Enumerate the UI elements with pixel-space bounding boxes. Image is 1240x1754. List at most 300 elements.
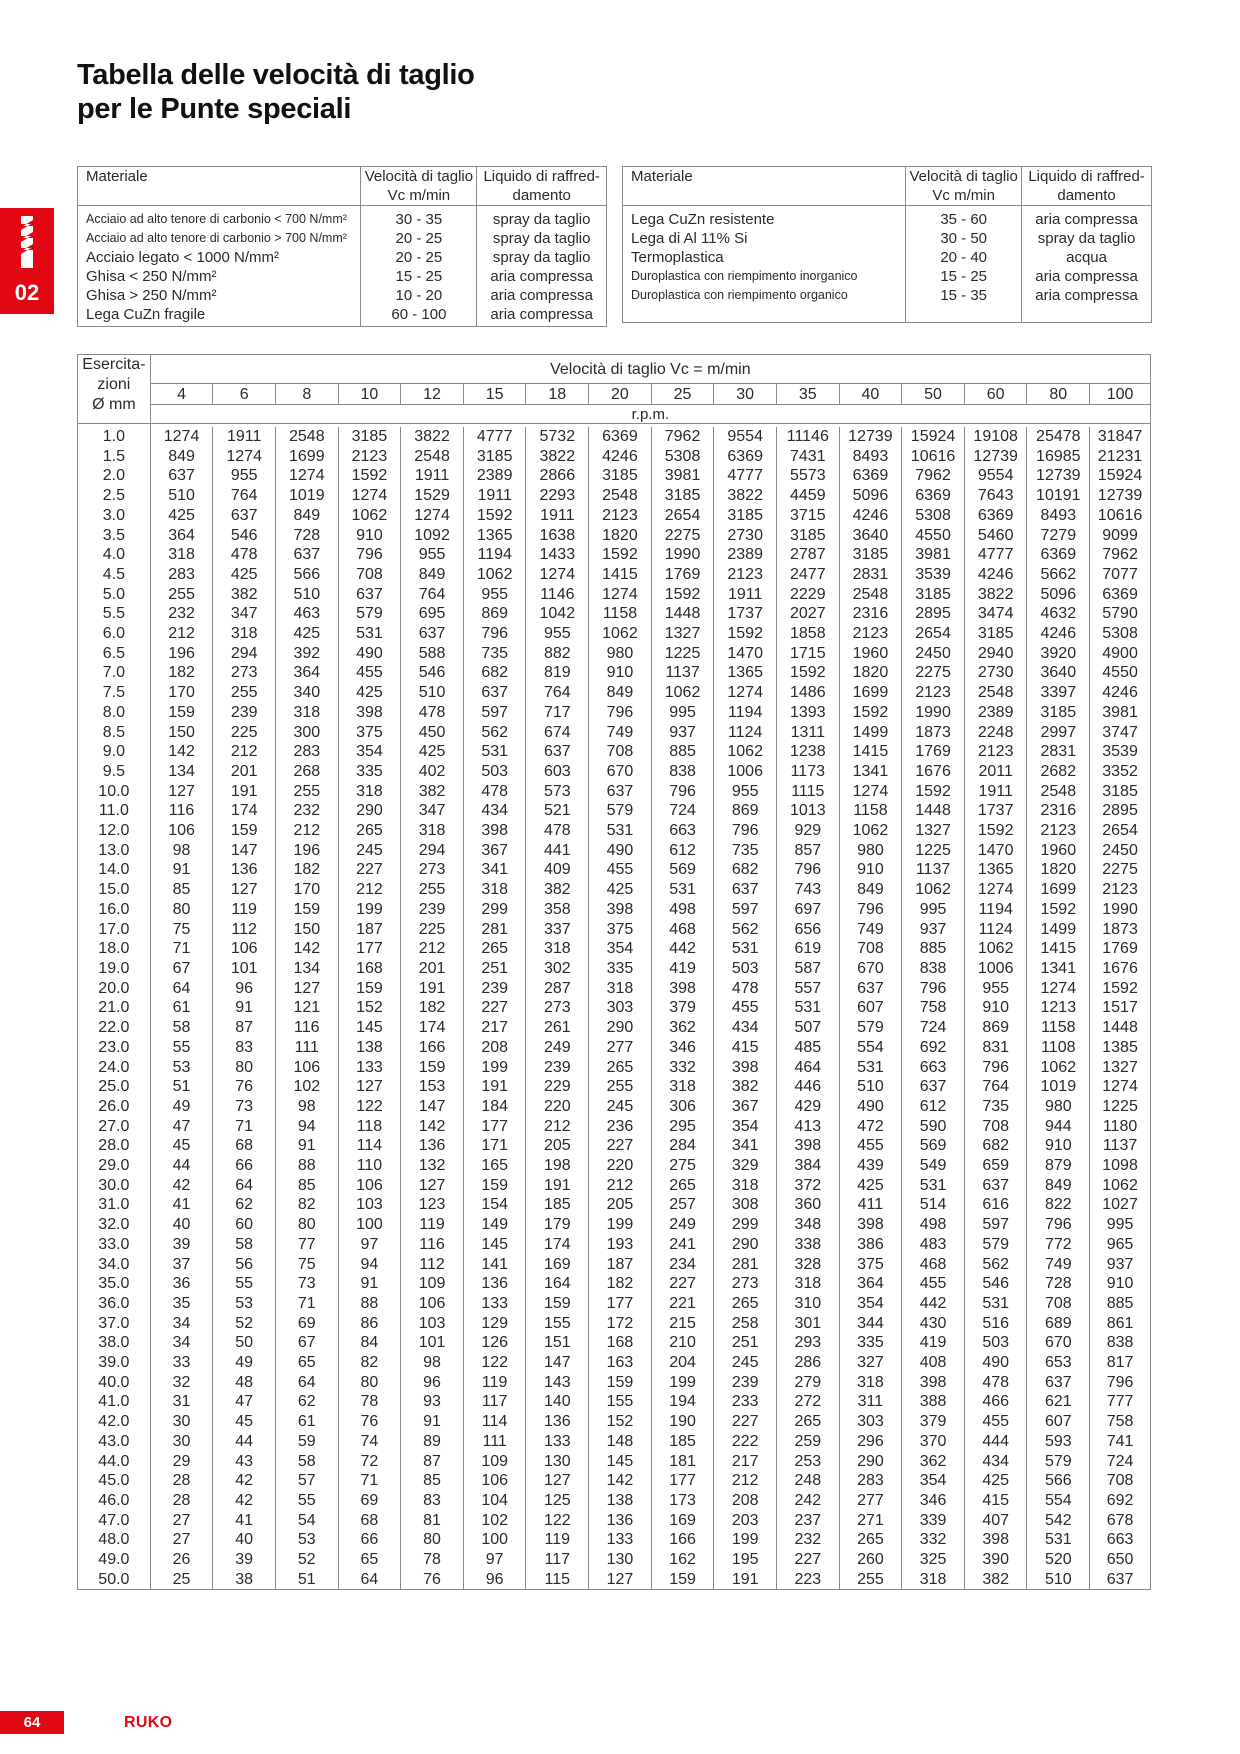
rpm-cell: 133 xyxy=(463,1294,526,1314)
rpm-cell: 1062 xyxy=(338,506,401,526)
rpm-cell: 3640 xyxy=(839,526,902,546)
rpm-cell: 325 xyxy=(902,1550,965,1570)
rpm-cell: 955 xyxy=(714,782,777,802)
rpm-cell: 724 xyxy=(902,1018,965,1038)
diameter-cell: 7.0 xyxy=(78,663,151,683)
rpm-cell: 2275 xyxy=(902,663,965,683)
rpm-cell: 253 xyxy=(776,1452,839,1472)
rpm-cell: 485 xyxy=(776,1038,839,1058)
rpm-cell: 273 xyxy=(526,998,589,1018)
rpm-cell: 728 xyxy=(275,526,338,546)
rpm-cell: 143 xyxy=(526,1373,589,1393)
rpm-cell: 2831 xyxy=(839,565,902,585)
rpm-cell: 637 xyxy=(463,683,526,703)
rpm-cell: 57 xyxy=(275,1471,338,1491)
rpm-cell: 91 xyxy=(338,1274,401,1294)
rpm-cell: 134 xyxy=(150,762,213,782)
rpm-cell: 335 xyxy=(338,762,401,782)
rpm-cell: 370 xyxy=(902,1432,965,1452)
rpm-cell: 301 xyxy=(776,1314,839,1334)
speed-column-header: 18 xyxy=(526,384,589,405)
rpm-cell: 327 xyxy=(839,1353,902,1373)
rpm-cell: 318 xyxy=(776,1274,839,1294)
rpm-cell: 425 xyxy=(213,565,276,585)
diameter-cell: 5.0 xyxy=(78,585,151,605)
rpm-cell: 232 xyxy=(776,1530,839,1550)
table-row xyxy=(78,860,1151,880)
rpm-cell: 849 xyxy=(839,880,902,900)
table-row xyxy=(78,1530,1151,1550)
rpm-cell: 173 xyxy=(651,1491,714,1511)
rpm-cell: 119 xyxy=(463,1373,526,1393)
coolant-header-line-2: damento xyxy=(512,187,571,204)
speed-column-header: 35 xyxy=(776,384,839,405)
table-row xyxy=(78,1235,1151,1255)
rpm-cell: 450 xyxy=(401,723,464,743)
rpm-cell: 58 xyxy=(275,1452,338,1472)
rpm-cell: 1715 xyxy=(776,644,839,664)
rpm-cell: 728 xyxy=(1027,1274,1090,1294)
rpm-cell: 566 xyxy=(1027,1471,1090,1491)
rpm-cell: 203 xyxy=(714,1511,777,1531)
rpm-cell: 91 xyxy=(213,998,276,1018)
rpm-cell: 708 xyxy=(589,742,652,762)
rpm-cell: 265 xyxy=(651,1176,714,1196)
rpm-cell: 442 xyxy=(651,939,714,959)
rpm-cell: 91 xyxy=(150,860,213,880)
rpm-cell: 82 xyxy=(338,1353,401,1373)
rpm-cell: 61 xyxy=(275,1412,338,1432)
rpm-cell: 162 xyxy=(651,1550,714,1570)
rpm-cell: 885 xyxy=(902,939,965,959)
rpm-cell: 69 xyxy=(275,1314,338,1334)
rpm-cell: 195 xyxy=(714,1550,777,1570)
rpm-cell: 796 xyxy=(902,979,965,999)
table-row xyxy=(78,1274,1151,1294)
rpm-cell: 12739 xyxy=(964,447,1027,467)
rpm-cell: 193 xyxy=(589,1235,652,1255)
rpm-cell: 36 xyxy=(150,1274,213,1294)
rpm-cell: 1274 xyxy=(589,585,652,605)
rpm-cell: 749 xyxy=(589,723,652,743)
rpm-cell: 472 xyxy=(839,1117,902,1137)
rpm-cell: 194 xyxy=(651,1392,714,1412)
rpm-cell: 34 xyxy=(150,1314,213,1334)
rpm-cell: 74 xyxy=(338,1432,401,1452)
rpm-cell: 43 xyxy=(213,1452,276,1472)
rpm-cell: 283 xyxy=(275,742,338,762)
rpm-cell: 201 xyxy=(213,762,276,782)
rpm-cell: 119 xyxy=(401,1215,464,1235)
rpm-cell: 1592 xyxy=(714,624,777,644)
rpm-cell: 86 xyxy=(338,1314,401,1334)
page-title-line-1: Tabella delle velocità di taglio xyxy=(77,59,475,91)
table-row xyxy=(78,526,1151,546)
table-row xyxy=(78,506,1151,526)
rpm-cell: 8493 xyxy=(839,447,902,467)
rpm-cell: 123 xyxy=(401,1195,464,1215)
rpm-cell: 150 xyxy=(150,723,213,743)
rpm-cell: 62 xyxy=(213,1195,276,1215)
table-row xyxy=(78,723,1151,743)
rpm-cell: 190 xyxy=(651,1412,714,1432)
rpm-cell: 116 xyxy=(401,1235,464,1255)
rpm-cell: 78 xyxy=(338,1392,401,1412)
rpm-cell: 232 xyxy=(150,604,213,624)
rpm-cell: 372 xyxy=(776,1176,839,1196)
rpm-cell: 332 xyxy=(902,1530,965,1550)
rpm-cell: 265 xyxy=(589,1058,652,1078)
rpm-cell: 77 xyxy=(275,1235,338,1255)
rpm-cell: 1385 xyxy=(1090,1038,1151,1058)
rpm-cell: 849 xyxy=(1027,1176,1090,1196)
rpm-cell: 478 xyxy=(714,979,777,999)
rpm-cell: 138 xyxy=(589,1491,652,1511)
rpm-cell: 50 xyxy=(213,1333,276,1353)
rpm-cell: 531 xyxy=(338,624,401,644)
rpm-cell: 10616 xyxy=(902,447,965,467)
rpm-cell: 478 xyxy=(463,782,526,802)
rpm-cell: 25 xyxy=(150,1570,213,1590)
rpm-cell: 3539 xyxy=(1090,742,1151,762)
rpm-cell: 171 xyxy=(463,1136,526,1156)
rpm-cell: 796 xyxy=(1090,1373,1151,1393)
rpm-cell: 318 xyxy=(463,880,526,900)
rpm-cell: 838 xyxy=(902,959,965,979)
rpm-cell: 152 xyxy=(338,998,401,1018)
rpm-cell: 169 xyxy=(651,1511,714,1531)
rpm-cell: 398 xyxy=(964,1530,1027,1550)
rpm-cell: 15924 xyxy=(902,427,965,447)
rpm-cell: 398 xyxy=(839,1215,902,1235)
rpm-cell: 87 xyxy=(401,1452,464,1472)
speed-header-line-1: Velocità di taglio xyxy=(364,168,474,185)
rpm-cell: 80 xyxy=(213,1058,276,1078)
rpm-cell: 130 xyxy=(589,1550,652,1570)
rpm-cell: 3185 xyxy=(839,545,902,565)
rpm-cell: 132 xyxy=(401,1156,464,1176)
rpm-cell: 4246 xyxy=(589,447,652,467)
rpm-cell: 10616 xyxy=(1090,506,1151,526)
cutting-speed-range: 60 - 100 xyxy=(391,306,447,323)
rpm-cell: 283 xyxy=(839,1471,902,1491)
rpm-cell: 3185 xyxy=(1090,782,1151,802)
rpm-cell: 1911 xyxy=(213,427,276,447)
rpm-cell: 1486 xyxy=(776,683,839,703)
table-row xyxy=(78,821,1151,841)
speed-column-header: 30 xyxy=(714,384,777,405)
rpm-cell: 273 xyxy=(401,860,464,880)
diameter-cell: 5.5 xyxy=(78,604,151,624)
rpm-cell: 637 xyxy=(526,742,589,762)
table-row xyxy=(78,1412,1151,1432)
table-row xyxy=(78,979,1151,999)
rpm-cell: 682 xyxy=(964,1136,1027,1156)
rpm-cell: 1699 xyxy=(839,683,902,703)
rpm-cell: 849 xyxy=(401,565,464,585)
diameter-cell: 45.0 xyxy=(78,1471,151,1491)
rpm-cell: 796 xyxy=(338,545,401,565)
rpm-cell: 1274 xyxy=(338,486,401,506)
rpm-cell: 910 xyxy=(589,663,652,683)
rpm-cell: 3822 xyxy=(714,486,777,506)
rpm-cell: 510 xyxy=(150,486,213,506)
rpm-cell: 220 xyxy=(526,1097,589,1117)
rpm-cell: 19108 xyxy=(964,427,1027,447)
rpm-cell: 944 xyxy=(1027,1117,1090,1137)
rpm-cell: 134 xyxy=(275,959,338,979)
rpm-cell: 455 xyxy=(964,1412,1027,1432)
rpm-cell: 182 xyxy=(150,663,213,683)
rpm-cell: 199 xyxy=(463,1058,526,1078)
rpm-cell: 4632 xyxy=(1027,604,1090,624)
rpm-cell: 3397 xyxy=(1027,683,1090,703)
rpm-cell: 208 xyxy=(463,1038,526,1058)
rpm-cell: 2123 xyxy=(1090,880,1151,900)
rpm-cell: 1158 xyxy=(1027,1018,1090,1038)
rpm-cell: 1173 xyxy=(776,762,839,782)
rpm-cell: 42 xyxy=(150,1176,213,1196)
diameter-cell: 8.0 xyxy=(78,703,151,723)
rpm-cell: 303 xyxy=(589,998,652,1018)
rpm-cell: 758 xyxy=(1090,1412,1151,1432)
rpm-cell: 347 xyxy=(213,604,276,624)
rpm-cell: 882 xyxy=(526,644,589,664)
rpm-cell: 3640 xyxy=(1027,663,1090,683)
rpm-cell: 3920 xyxy=(1027,644,1090,664)
rpm-cell: 155 xyxy=(589,1392,652,1412)
rpm-cell: 281 xyxy=(714,1255,777,1275)
rpm-cell: 201 xyxy=(401,959,464,979)
rpm-cell: 1327 xyxy=(902,821,965,841)
rpm-cell: 562 xyxy=(714,920,777,940)
diameter-cell: 23.0 xyxy=(78,1038,151,1058)
rpm-cell: 184 xyxy=(463,1097,526,1117)
rpm-cell: 136 xyxy=(589,1511,652,1531)
rpm-cell: 1415 xyxy=(1027,939,1090,959)
rpm-cell: 328 xyxy=(776,1255,839,1275)
rpm-cell: 869 xyxy=(964,1018,1027,1038)
rpm-cell: 170 xyxy=(150,683,213,703)
rpm-cell: 221 xyxy=(651,1294,714,1314)
rpm-cell: 398 xyxy=(589,900,652,920)
rpm-cell: 53 xyxy=(275,1530,338,1550)
rpm-cell: 15924 xyxy=(1090,466,1151,486)
rpm-cell: 229 xyxy=(526,1077,589,1097)
rpm-cell: 554 xyxy=(1027,1491,1090,1511)
rpm-cell: 463 xyxy=(275,604,338,624)
rpm-cell: 177 xyxy=(589,1294,652,1314)
rpm-cell: 318 xyxy=(714,1176,777,1196)
rpm-cell: 96 xyxy=(463,1570,526,1590)
rpm-cell: 7431 xyxy=(776,447,839,467)
rpm-cell: 1006 xyxy=(964,959,1027,979)
rpm-cell: 302 xyxy=(526,959,589,979)
rpm-cell: 503 xyxy=(463,762,526,782)
rpm-cell: 82 xyxy=(275,1195,338,1215)
rpm-cell: 579 xyxy=(839,1018,902,1038)
rpm-cell: 1341 xyxy=(839,762,902,782)
rpm-cell: 682 xyxy=(714,860,777,880)
rpm-cell: 6369 xyxy=(1090,585,1151,605)
rpm-cell: 255 xyxy=(213,683,276,703)
rpm-cell: 27 xyxy=(150,1511,213,1531)
rpm-cell: 663 xyxy=(902,1058,965,1078)
rpm-cell: 56 xyxy=(213,1255,276,1275)
rpm-cell: 1529 xyxy=(401,486,464,506)
rpm-cell: 290 xyxy=(714,1235,777,1255)
rpm-cell: 91 xyxy=(401,1412,464,1432)
rpm-cell: 198 xyxy=(526,1156,589,1176)
rpm-cell: 248 xyxy=(776,1471,839,1491)
material-name: Acciaio ad alto tenore di carbonio > 700 N/mm² xyxy=(86,231,347,245)
coolant-header-line-1: Liquido di raffred- xyxy=(483,168,600,185)
rpm-cell: 130 xyxy=(526,1452,589,1472)
rpm-cell: 531 xyxy=(589,821,652,841)
rpm-cell: 100 xyxy=(463,1530,526,1550)
rpm-cell: 3185 xyxy=(776,526,839,546)
diameter-cell: 25.0 xyxy=(78,1077,151,1097)
rpm-cell: 425 xyxy=(275,624,338,644)
rpm-cell: 1013 xyxy=(776,801,839,821)
table-row xyxy=(78,1077,1151,1097)
rpm-cell: 5308 xyxy=(1090,624,1151,644)
table-row xyxy=(78,1195,1151,1215)
diameter-cell: 2.0 xyxy=(78,466,151,486)
table-row xyxy=(78,644,1151,664)
rpm-cell: 249 xyxy=(651,1215,714,1235)
speed-header xyxy=(906,167,1022,206)
rpm-cell: 2275 xyxy=(651,526,714,546)
rpm-cell: 708 xyxy=(338,565,401,585)
rpm-cell: 354 xyxy=(839,1294,902,1314)
rpm-cell: 569 xyxy=(902,1136,965,1156)
rpm-cell: 670 xyxy=(589,762,652,782)
rpm-cell: 764 xyxy=(526,683,589,703)
rpm-cell: 612 xyxy=(902,1097,965,1117)
rpm-cell: 663 xyxy=(1090,1530,1151,1550)
rpm-cell: 1592 xyxy=(839,703,902,723)
speed-column-header: 100 xyxy=(1090,384,1151,405)
rpm-cell: 3747 xyxy=(1090,723,1151,743)
coolant-list xyxy=(477,206,607,327)
rpm-cell: 59 xyxy=(275,1432,338,1452)
diameter-cell: 24.0 xyxy=(78,1058,151,1078)
rpm-cell: 187 xyxy=(589,1255,652,1275)
rpm-cell: 402 xyxy=(401,762,464,782)
rpm-cell: 4550 xyxy=(1090,663,1151,683)
rpm-cell: 268 xyxy=(275,762,338,782)
rpm-cell: 1990 xyxy=(651,545,714,565)
rpm-cell: 64 xyxy=(150,979,213,999)
rpm-cell: 995 xyxy=(1090,1215,1151,1235)
rpm-cell: 58 xyxy=(213,1235,276,1255)
rpm-cell: 1274 xyxy=(1090,1077,1151,1097)
table-row xyxy=(78,466,1151,486)
coolant-header xyxy=(1022,167,1152,206)
rpm-cell: 76 xyxy=(401,1570,464,1590)
rpm-cell: 318 xyxy=(651,1077,714,1097)
rpm-cell: 122 xyxy=(338,1097,401,1117)
rpm-cell: 910 xyxy=(964,998,1027,1018)
rpm-cell: 212 xyxy=(150,624,213,644)
rpm-cell: 637 xyxy=(213,506,276,526)
rpm-cell: 1592 xyxy=(589,545,652,565)
material-name: Lega CuZn resistente xyxy=(631,211,775,228)
rpm-cell: 670 xyxy=(1027,1333,1090,1353)
speed-column-header: 60 xyxy=(964,384,1027,405)
diameter-cell: 17.0 xyxy=(78,920,151,940)
rpm-cell: 40 xyxy=(213,1530,276,1550)
rpm-cell: 498 xyxy=(902,1215,965,1235)
material-name: Acciaio legato < 1000 N/mm² xyxy=(86,249,280,266)
drill-bit-icon xyxy=(18,214,36,270)
rpm-cell: 375 xyxy=(338,723,401,743)
rpm-cell: 154 xyxy=(463,1195,526,1215)
rpm-cell: 6369 xyxy=(714,447,777,467)
rpm-cell: 227 xyxy=(776,1550,839,1570)
rpm-cell: 9554 xyxy=(714,427,777,447)
rpm-cell: 562 xyxy=(964,1255,1027,1275)
table-row xyxy=(78,1097,1151,1117)
rpm-cell: 83 xyxy=(401,1491,464,1511)
table-row xyxy=(78,900,1151,920)
rpm-cell: 49 xyxy=(213,1353,276,1373)
rpm-cell: 295 xyxy=(651,1117,714,1137)
rpm-cell: 38 xyxy=(213,1570,276,1590)
rpm-cell: 98 xyxy=(401,1353,464,1373)
diameter-cell: 10.0 xyxy=(78,782,151,802)
rpm-cell: 73 xyxy=(213,1097,276,1117)
coolant-type: spray da taglio xyxy=(492,230,591,247)
cutting-speed-range: 20 - 25 xyxy=(395,249,443,266)
rpm-cell: 147 xyxy=(401,1097,464,1117)
rpm-cell: 597 xyxy=(964,1215,1027,1235)
rpm-cell: 819 xyxy=(526,663,589,683)
rpm-cell: 415 xyxy=(964,1491,1027,1511)
rpm-cell: 245 xyxy=(714,1353,777,1373)
rpm-cell: 245 xyxy=(589,1097,652,1117)
rpm-cell: 26 xyxy=(150,1550,213,1570)
ruko-logo: RUKO xyxy=(124,1714,173,1731)
rpm-cell: 69 xyxy=(338,1491,401,1511)
rpm-cell: 71 xyxy=(338,1471,401,1491)
rpm-cell: 310 xyxy=(776,1294,839,1314)
rpm-cell: 955 xyxy=(213,466,276,486)
rpm-cell: 106 xyxy=(401,1294,464,1314)
rpm-cell: 398 xyxy=(776,1136,839,1156)
rpm-cell: 386 xyxy=(839,1235,902,1255)
rpm-cell: 758 xyxy=(902,998,965,1018)
rpm-cell: 89 xyxy=(401,1432,464,1452)
rpm-cell: 106 xyxy=(463,1471,526,1491)
rpm-cell: 1341 xyxy=(1027,959,1090,979)
rpm-cell: 1062 xyxy=(714,742,777,762)
rpm-cell: 340 xyxy=(275,683,338,703)
rpm-cell: 937 xyxy=(1090,1255,1151,1275)
rpm-cell: 566 xyxy=(275,565,338,585)
rpm-cell: 1158 xyxy=(589,604,652,624)
rpm-cell: 271 xyxy=(839,1511,902,1531)
rpm-cell: 1676 xyxy=(902,762,965,782)
rpm-cell: 4246 xyxy=(1027,624,1090,644)
rpm-cell: 670 xyxy=(839,959,902,979)
rpm-cell: 255 xyxy=(275,782,338,802)
rpm-cell: 261 xyxy=(526,1018,589,1038)
rpm-cell: 708 xyxy=(964,1117,1027,1137)
rpm-cell: 31 xyxy=(150,1392,213,1412)
page-title xyxy=(77,58,475,126)
